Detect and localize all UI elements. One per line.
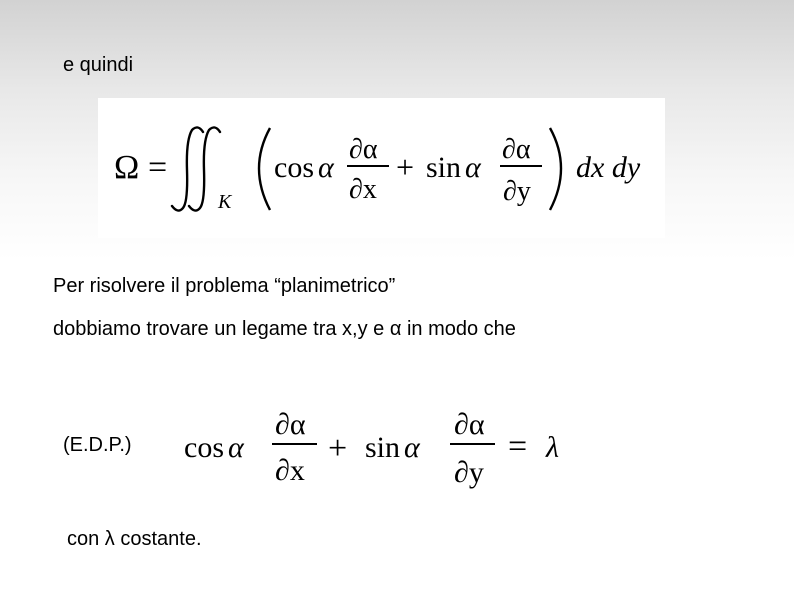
- lambda-symbol: λ: [546, 431, 559, 464]
- right-paren: [550, 128, 561, 210]
- fraction1-numerator: ∂α: [275, 408, 306, 441]
- sin-function: sin: [365, 431, 401, 464]
- fraction1-numerator: ∂α: [349, 134, 378, 165]
- double-integral-formula-svg: [98, 98, 665, 238]
- fraction2-numerator: ∂α: [502, 134, 531, 165]
- fraction1-denominator: ∂x: [275, 454, 305, 487]
- cos-function: cos: [274, 151, 314, 184]
- integration-domain: K: [218, 191, 232, 213]
- fraction2-denominator: ∂y: [503, 176, 531, 207]
- equals-sign: =: [508, 428, 528, 465]
- problem-statement-line-1: Per risolvere il problema “planimetrico”: [53, 275, 396, 297]
- fraction2-denominator: ∂y: [454, 456, 484, 489]
- fraction1-denominator: ∂x: [349, 174, 377, 205]
- conclusion-text: con λ costante.: [67, 528, 202, 550]
- alpha-symbol-1: α: [318, 151, 334, 184]
- alpha-symbol-2: α: [465, 151, 481, 184]
- double-integral-formula: [98, 98, 665, 238]
- plus-sign: +: [396, 149, 415, 185]
- differentials: dx dy: [576, 151, 641, 184]
- problem-statement-line-2: dobbiamo trovare un legame tra x,y e α in modo che: [53, 318, 516, 340]
- plus-sign: +: [328, 430, 348, 467]
- alpha-symbol-1: α: [228, 431, 244, 464]
- integral-sign-1: [172, 127, 203, 210]
- fraction2-numerator: ∂α: [454, 408, 485, 441]
- left-paren: [259, 128, 270, 210]
- integral-sign-2: [189, 127, 220, 210]
- equals-sign: =: [148, 149, 168, 186]
- pde-formula: [182, 398, 582, 498]
- equation-label: (E.D.P.): [63, 434, 132, 456]
- intro-text: e quindi: [63, 54, 134, 76]
- omega-symbol: Ω: [114, 149, 140, 186]
- pde-formula-svg: [182, 398, 582, 498]
- alpha-symbol-2: α: [404, 431, 420, 464]
- cos-function: cos: [184, 431, 224, 464]
- sin-function: sin: [426, 151, 462, 184]
